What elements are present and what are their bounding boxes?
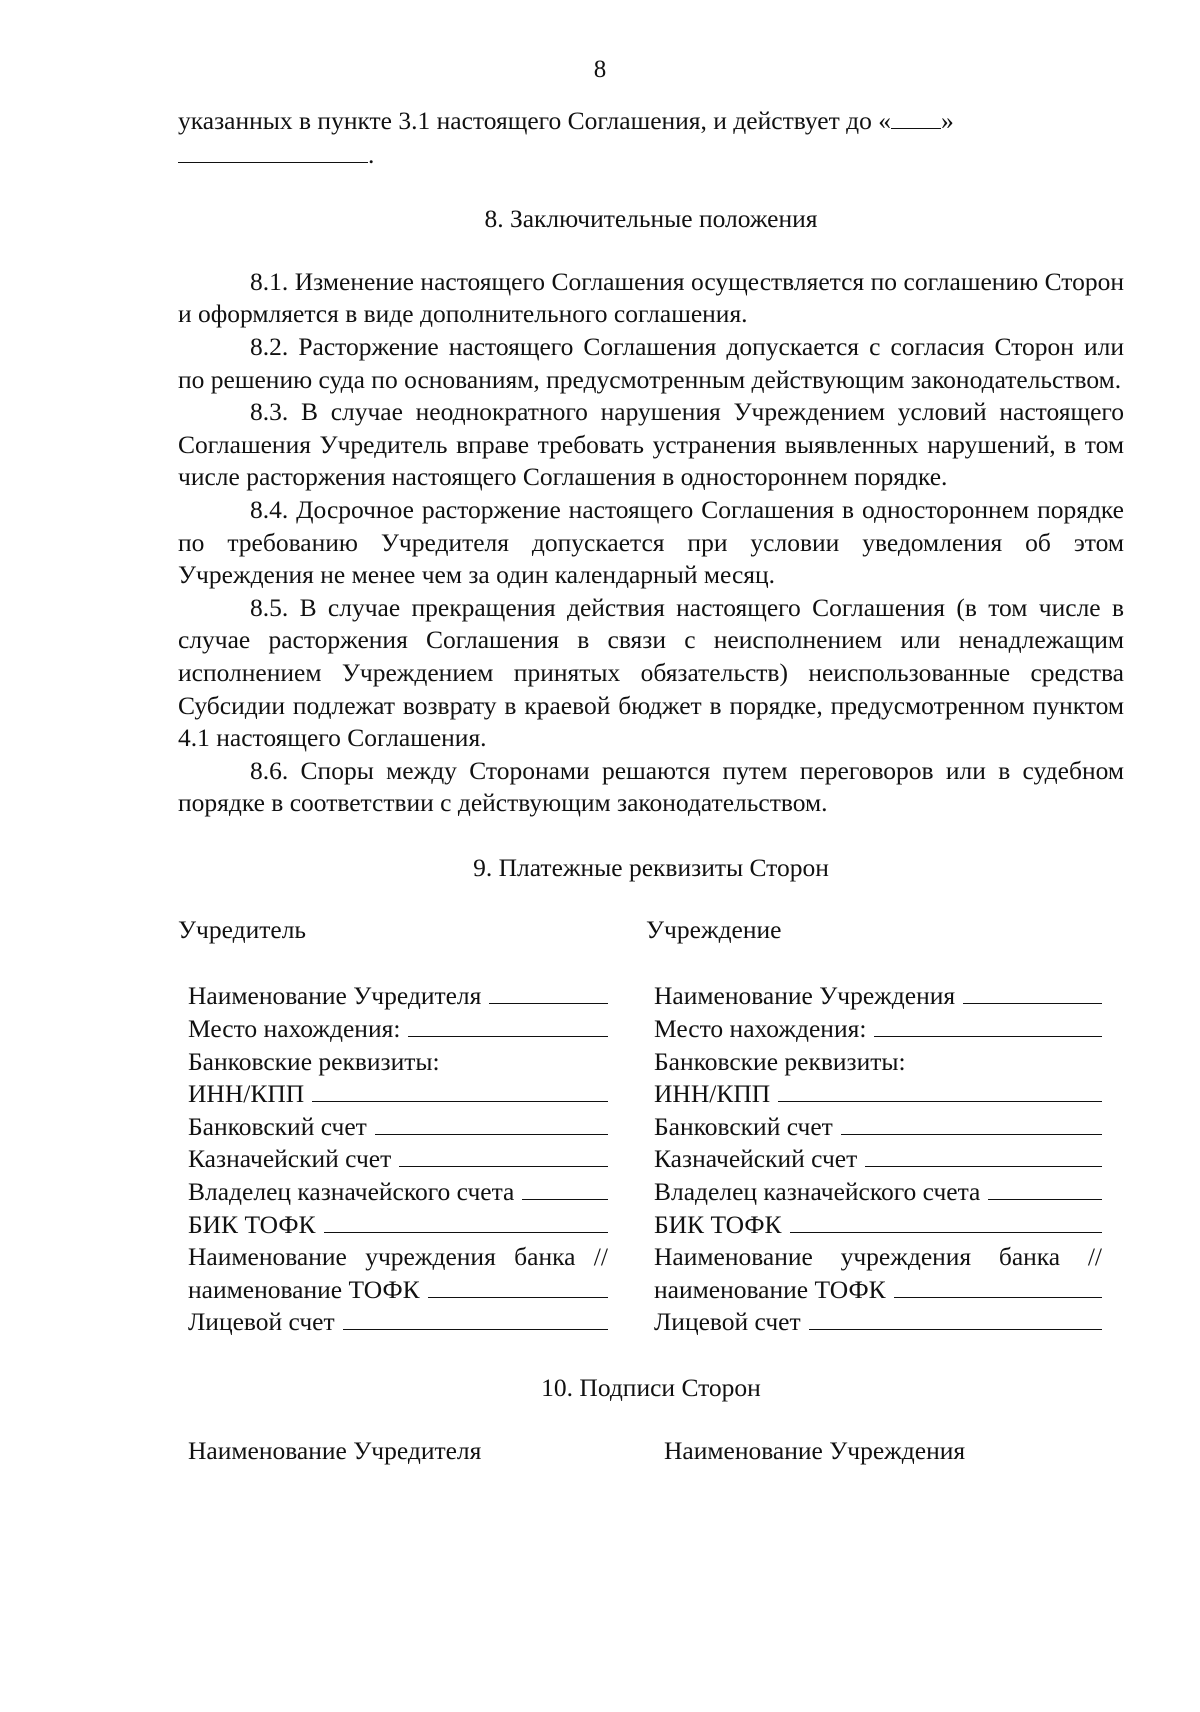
intro-period: . <box>368 139 375 169</box>
clause-8-3: 8.3. В случае неоднократного нарушения Учреждением условий настоящего Соглашения Учредитель вправе требовать устранения выявленных нарушений, в том числе расторжения настоящего Соглашения в одностороннем порядке. <box>178 397 1124 492</box>
institution-signature-name: Наименование Учреждения <box>664 1436 966 1466</box>
intro-paragraph-end <box>178 138 1124 172</box>
founder-inn-kpp-field: ИНН/КПП <box>188 1078 608 1111</box>
institution-bank-details-label: Банковские реквизиты: <box>654 1046 906 1076</box>
section-10-title: 10. Подписи Сторон <box>541 1373 761 1403</box>
section-8-title: 8. Заключительные положения <box>484 204 818 234</box>
institution-bank-name-line: Наименование учреждения банка // <box>654 1242 1102 1272</box>
founder-bank-details-label: Банковские реквизиты: <box>188 1046 440 1076</box>
party-headings <box>178 914 1124 946</box>
institution-bank-account-field: Банковский счет <box>654 1111 1102 1144</box>
institution-heading: Учреждение <box>646 915 782 945</box>
institution-treasury-owner-field: Владелец казначейского счета <box>654 1176 1102 1209</box>
signatures-row <box>178 1435 1124 1469</box>
page-number: 8 <box>593 56 607 83</box>
intro-paragraph <box>178 104 1124 138</box>
clause-8-4: 8.4. Досрочное расторжение настоящего Соглашения в одностороннем порядке по требованию Учредителя допускается при условии уведомления об этом Учреждения не менее чем за один календарный месяц. <box>178 494 1124 590</box>
founder-heading: Учредитель <box>178 915 307 945</box>
section-9-title: 9. Платежные реквизиты Сторон <box>473 852 829 882</box>
founder-location-field: Место нахождения: <box>188 1013 608 1046</box>
date-blank <box>178 138 368 163</box>
clause-8-2: 8.2. Расторжение настоящего Соглашения допускается с согласия Сторон или по решению суда по основаниям, предусмотренным действующим законодательством. <box>178 331 1124 394</box>
institution-inn-kpp-field: ИНН/КПП <box>654 1078 1102 1111</box>
payment-requisites <box>178 980 1124 1340</box>
institution-tofk-name-field: наименование ТОФК <box>654 1274 1102 1307</box>
clause-8-5: 8.5. В случае прекращения действия настоящего Соглашения (в том числе в случае расторжения Соглашения в связи с неисполнением или ненадлежащим исполнением Учреждением принятых обязательств) неиспользованные средства Субсидии подлежат возврату в краевой бюджет в порядке, предусмотренном пунктом 4.1 настоящего Соглашения. <box>178 592 1124 753</box>
institution-requisites <box>654 980 1102 1339</box>
clause-8-1: 8.1. Изменение настоящего Соглашения осуществляется по соглашению Сторон и оформляется в виде дополнительного соглашения. <box>178 266 1124 329</box>
founder-treasury-owner-field: Владелец казначейского счета <box>188 1176 608 1209</box>
founder-personal-account-field: Лицевой счет <box>188 1306 608 1339</box>
founder-bik-field: БИК ТОФК <box>188 1209 608 1242</box>
institution-name-field: Наименование Учреждения <box>654 980 1102 1013</box>
institution-treasury-account-field: Казначейский счет <box>654 1143 1102 1176</box>
quote-close: » <box>940 106 954 135</box>
institution-bik-field: БИК ТОФК <box>654 1209 1102 1242</box>
founder-signature-name: Наименование Учредителя <box>188 1436 482 1466</box>
founder-bank-name-line: Наименование учреждения банка // <box>188 1242 608 1272</box>
founder-name-field: Наименование Учредителя <box>188 980 608 1013</box>
founder-bank-account-field: Банковский счет <box>188 1111 608 1144</box>
founder-tofk-name-field: наименование ТОФК <box>188 1274 608 1307</box>
clause-8-6: 8.6. Споры между Сторонами решаются путем переговоров или в судебном порядке в соответствии с действующим законодательством. <box>178 755 1124 818</box>
document-body <box>178 104 1124 1469</box>
founder-treasury-account-field: Казначейский счет <box>188 1143 608 1176</box>
founder-requisites <box>188 980 608 1339</box>
intro-text: указанных в пункте 3.1 настоящего Соглашения, и действует до « <box>178 106 891 135</box>
day-blank <box>891 104 941 129</box>
institution-personal-account-field: Лицевой счет <box>654 1306 1102 1339</box>
institution-location-field: Место нахождения: <box>654 1013 1102 1046</box>
